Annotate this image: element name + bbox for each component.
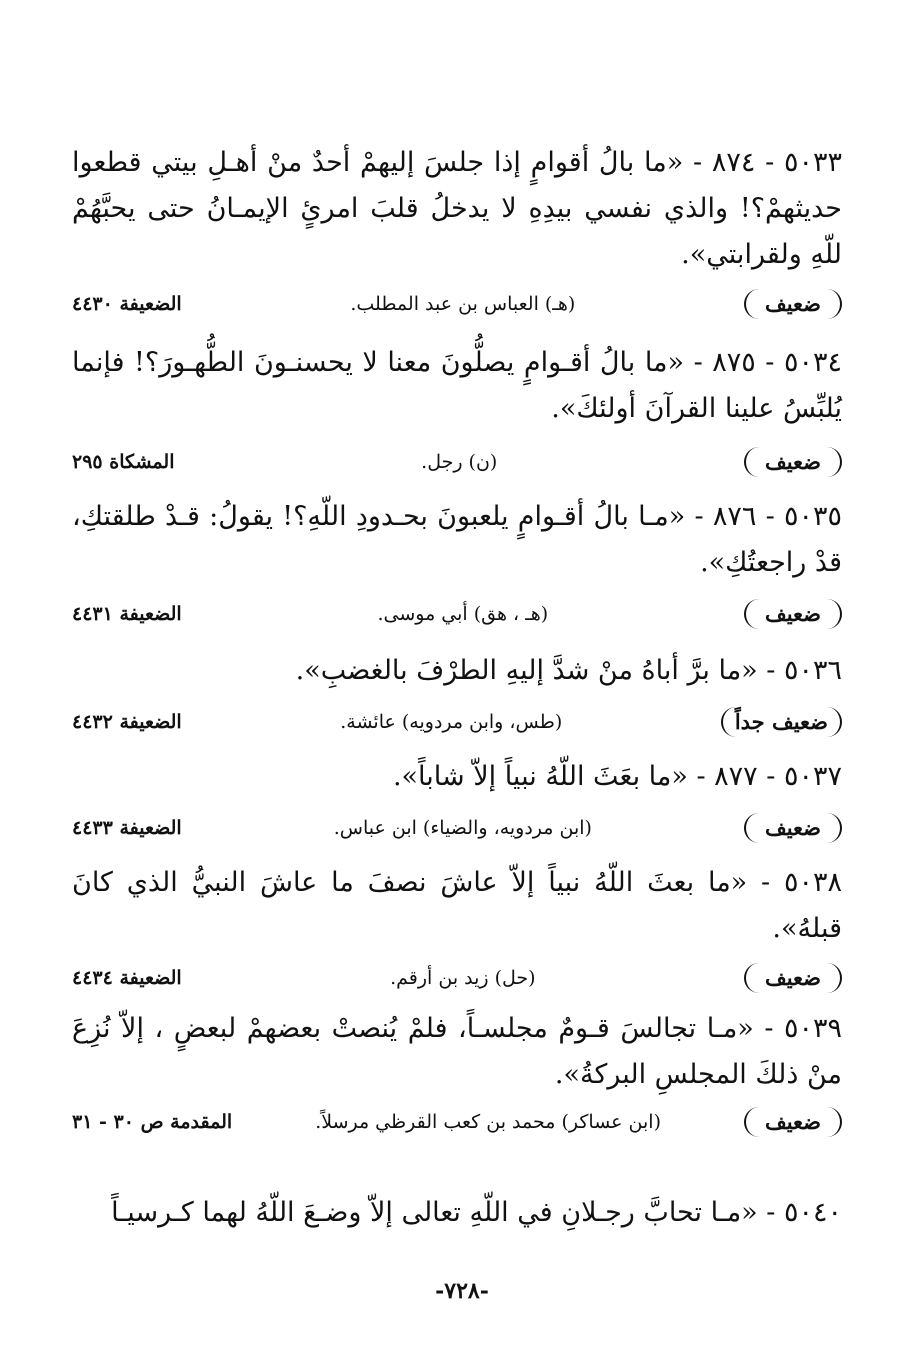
reference: المشكاة ٢٩٥ xyxy=(72,451,175,473)
hadith-entry-5034 xyxy=(72,340,842,432)
grading-row xyxy=(72,810,842,846)
hadith-text: ٥٠٣٥ - ٨٧٦ - «مـا بالُ أقـوامٍ يلعبونَ بحـدودِ اللّهِ؟! يقولُ: قـدْ طلقتكِ، قدْ راجعتُكِ». xyxy=(72,501,842,578)
grading-row xyxy=(72,444,842,480)
page-number: -٧٢٨- xyxy=(435,1278,489,1304)
hadith-entry-5033 xyxy=(72,140,842,278)
hadith-text: ٥٠٣٤ - ٨٧٥ - «ما بالُ أقـوامٍ يصلُّونَ معنا لا يحسنـونَ الطُّهـورَ؟! فإنما يُلبِّسُ علينا القرآنَ أولئكَ». xyxy=(72,347,842,424)
reference: المقدمة ص ٣٠ - ٣١ xyxy=(72,1111,233,1133)
grade-label: ضعيف xyxy=(744,813,842,843)
reference: الضعيفة ٤٤٣٢ xyxy=(72,711,182,733)
hadith-text: ٥٠٣٨ - «ما بعثَ اللّهُ نبياً إلاّ عاشَ نصفَ ما عاشَ النبيُّ الذي كانَ قبلهُ». xyxy=(72,867,842,944)
reference: الضعيفة ٤٤٣٠ xyxy=(72,293,182,315)
reference: الضعيفة ٤٤٣١ xyxy=(72,603,182,625)
source-citation: (ابن عساكر) محمد بن كعب القرظي مرسلاً. xyxy=(315,1111,661,1133)
hadith-text: ٥٠٣٣ - ٨٧٤ - «ما بالُ أقوامٍ إذا جلسَ إليهمْ أحدٌ منْ أهـلِ بيتي قطعوا حديثهمْ؟! والذي نفسي بيدِهِ لا يدخلُ قلبَ امرئٍ الإيمـانُ حتى يحبَّهُمْ للّهِ ولقرابتي». xyxy=(72,147,842,270)
grade-label: ضعيف xyxy=(744,599,842,629)
source-citation: (ابن مردويه، والضياء) ابن عباس. xyxy=(333,817,592,839)
grade-label: ضعيف xyxy=(744,1107,842,1137)
hadith-text: ٥٠٣٩ - «مـا تجالسَ قـومٌ مجلسـاً، فلمْ يُنصتْ بعضهمْ لبعضٍ ، إلاّ نُزِعَ منْ ذلكَ المجلسِ البركةُ». xyxy=(72,1013,842,1090)
grading-row xyxy=(72,286,842,322)
hadith-entry-5040 xyxy=(72,1190,842,1236)
hadith-text: ٥٠٣٦ - «ما برَّ أباهُ منْ شدَّ إليهِ الطرْفَ بالغضبِ». xyxy=(295,655,842,686)
hadith-text: ٥٠٣٧ - ٨٧٧ - «ما بعَثَ اللّهُ نبياً إلاّ شاباً». xyxy=(392,761,842,792)
hadith-entry-5039 xyxy=(72,1006,842,1098)
grading-row xyxy=(72,704,842,740)
grade-label: ضعيف xyxy=(744,447,842,477)
hadith-entry-5036 xyxy=(72,648,842,694)
grading-row xyxy=(72,960,842,996)
source-citation: (حل) زيد بن أرقم. xyxy=(390,967,536,989)
source-citation: (هـ) العباس بن عبد المطلب. xyxy=(350,293,576,315)
grade-label: ضعيف xyxy=(744,963,842,993)
hadith-text: ٥٠٤٠ - «مـا تحابَّ رجـلانِ في اللّهِ تعالى إلاّ وضـعَ اللّهُ لهما كـرسيـاً xyxy=(111,1197,842,1228)
hadith-entry-5035 xyxy=(72,494,842,586)
grading-row xyxy=(72,1104,842,1140)
hadith-entry-5038 xyxy=(72,860,842,952)
grading-row xyxy=(72,596,842,632)
source-citation: (طس، وابن مردويه) عائشة. xyxy=(340,711,563,733)
reference: الضعيفة ٤٤٣٣ xyxy=(72,817,182,839)
hadith-entry-5037 xyxy=(72,754,842,800)
grade-label: ضعيف جداً xyxy=(721,707,842,737)
grade-label: ضعيف xyxy=(744,289,842,319)
source-citation: (هـ ، هق) أبي موسى. xyxy=(377,603,549,625)
source-citation: (ن) رجل. xyxy=(421,451,498,473)
reference: الضعيفة ٤٤٣٤ xyxy=(72,967,182,989)
